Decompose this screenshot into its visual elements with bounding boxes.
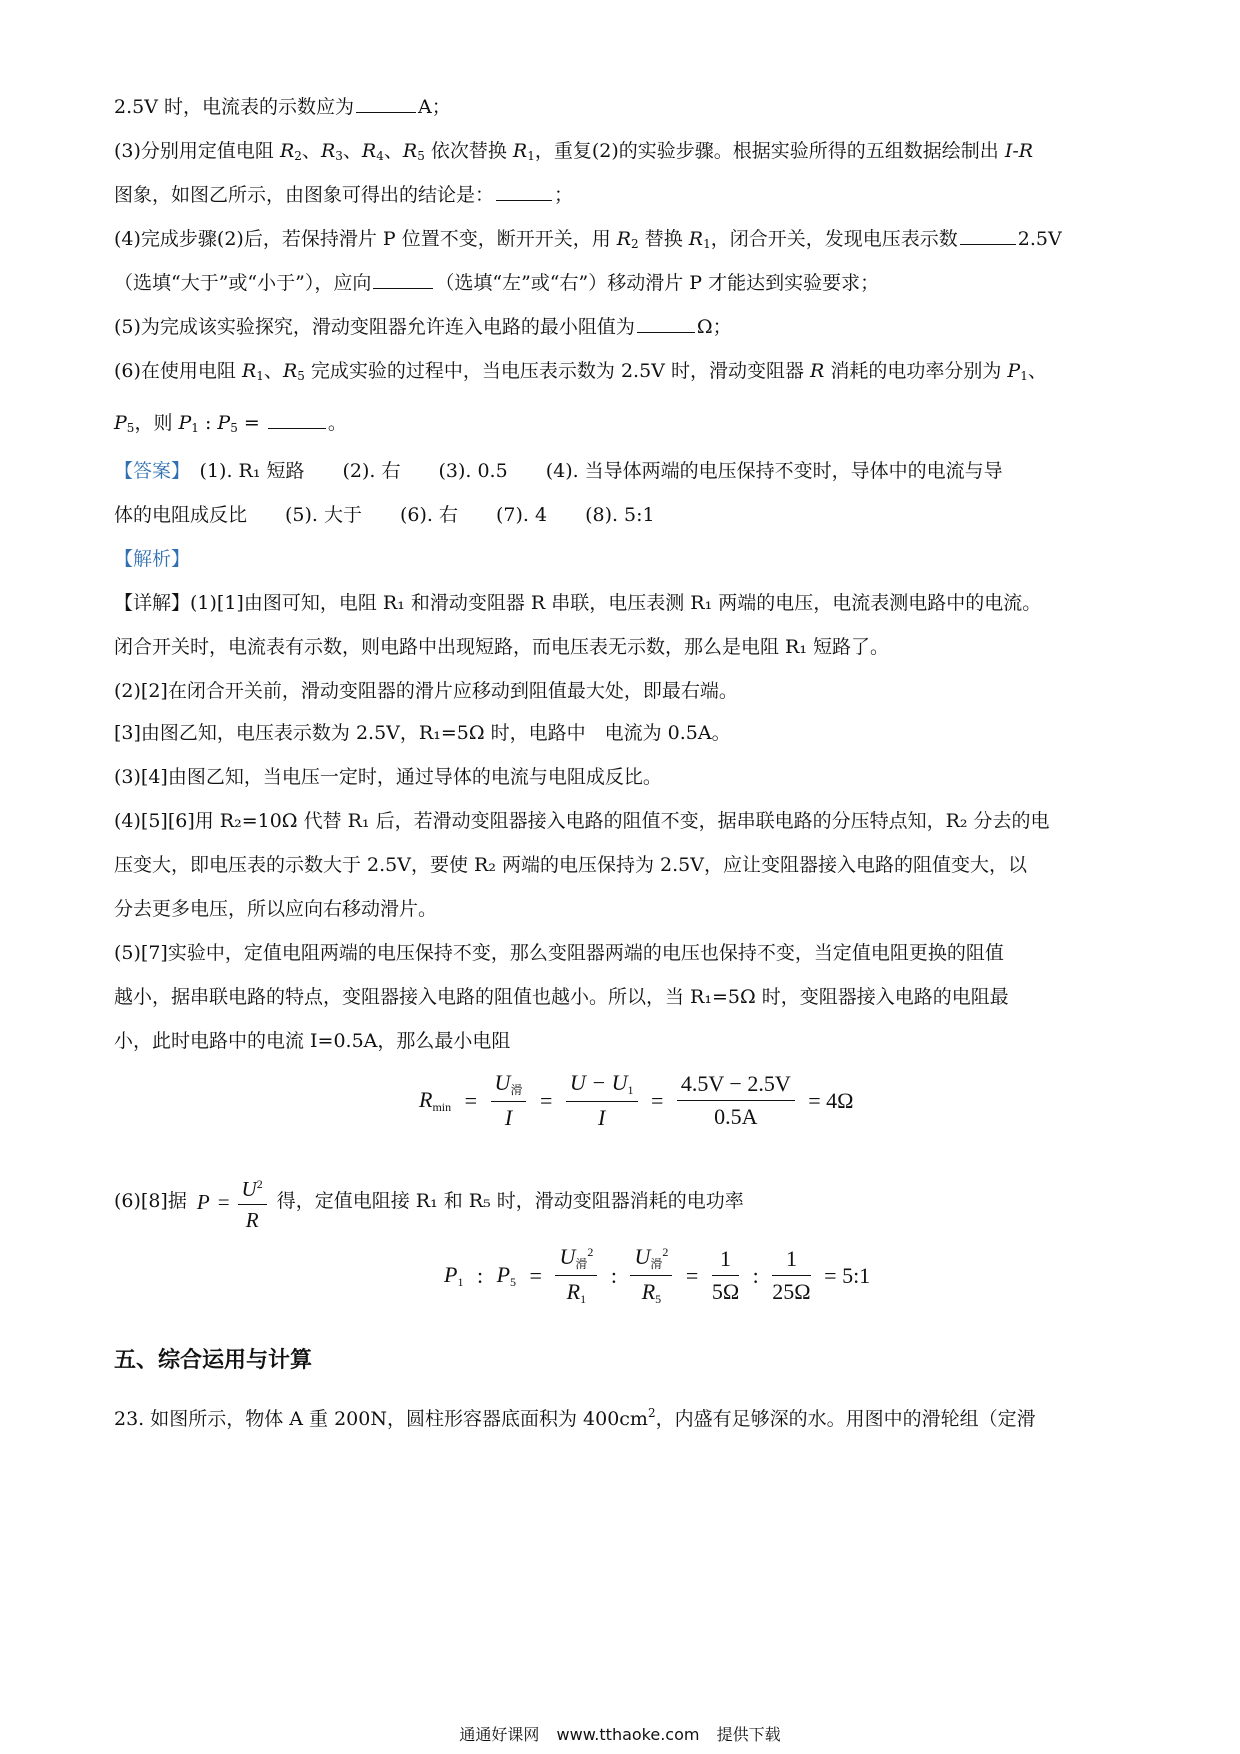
footer-note: 提供下载	[716, 1725, 781, 1744]
formula-rmin: Rmin = $\frac{\text{U滑}}{I}$ = $\frac{U - U1}{I}$ = $\frac{4.5V - 2.5V}{0.5A}$ = 4Ω	[419, 1070, 854, 1130]
answer-line-1: 【答案】 (1). R₁ 短路 (2). 右 (3). 0.5 (4). 当导体两端的电压保持不变时，导体中的电流与导	[114, 460, 1003, 482]
analysis-line-6: (4)[5][6]用 R₂=10Ω 代替 R₁ 后，若滑动变阻器接入电路的阻值不变，据串联电路的分压特点知，R₂ 分去的电	[114, 810, 1050, 832]
answer-tag: 【答案】	[114, 460, 181, 482]
analysis-line-9: (5)[7]实验中，定值电阻两端的电压保持不变，那么变阻器两端的电压也保持不变，当定值电阻更换的阻值	[114, 942, 1004, 964]
q22-line-1: 2.5V 时，电流表的示数应为 A；	[114, 92, 1128, 122]
q22-line-7: (6)在使用电阻 $R_1$、$R_5$ 完成实验的过程中，当电压表示数为 2.5V 时，滑动变阻器 R 消耗的电功率分别为 $P_1$、	[114, 360, 1047, 383]
analysis-line-8: 分去更多电压，所以应向右移动滑片。	[114, 898, 438, 920]
analysis-tag-line	[114, 544, 1128, 574]
q22-line-5: （选填“大于”或“小于”），应向 （选填“左”或“右”）移动滑片 P 才能达到实验要求；	[114, 268, 1128, 298]
page-footer	[0, 1722, 1240, 1745]
q22-line-4: (4)完成步骤(2)后，若保持滑片 P 位置不变，断开开关，用 $R_2$ 替换 $R_1$，闭合开关，发现电压表示数 2.5V	[114, 224, 1128, 259]
answer-blank[interactable]	[373, 268, 433, 289]
answer-blank[interactable]	[496, 180, 552, 201]
analysis-line-12: (6)[8]据 P = $\frac{U^2}{R}$ 得，定值电阻接 R₁ 和 R₅ 时，滑动变阻器消耗的电功率	[114, 1172, 1128, 1232]
q22-line-8: $P_5$，则 $P_1$ : $P_5$ = 。	[114, 408, 1128, 443]
analysis-line-4: [3]由图乙知，电压表示数为 2.5V，R₁=5Ω 时，电路中 电流为 0.5A。	[114, 722, 731, 744]
analysis-line-11: 小，此时电路中的电流 I=0.5A，那么最小电阻	[114, 1030, 511, 1052]
q22-line-3: 图象，如图乙所示，由图象可得出的结论是： ；	[114, 180, 1128, 210]
analysis-line-10: 越小，据串联电路的特点，变阻器接入电路的阻值也越小。所以，当 R₁=5Ω 时，变阻器接入电路的电阻最	[114, 986, 1009, 1008]
analysis-tag: 【解析】	[114, 548, 191, 570]
analysis-line-5: (3)[4]由图乙知，当电压一定时，通过导体的电流与电阻成反比。	[114, 766, 662, 788]
formula-power: P = $\frac{U^2}{R}$	[193, 1172, 271, 1232]
section-title: 五、综合运用与计算	[114, 1348, 313, 1373]
footer-url[interactable]: www.tthaoke.com	[556, 1725, 700, 1744]
q22-line-6: (5)为完成该实验探究，滑动变阻器允许连入电路的最小阻值为 Ω；	[114, 312, 1128, 342]
analysis-line-1: 【详解】(1)[1]由图可知，电阻 R₁ 和滑动变阻器 R 串联，电压表测 R₁ 两端的电压，电流表测电路中的电流。	[114, 592, 1042, 614]
analysis-line-2: 闭合开关时，电流表有示数，则电路中出现短路，而电压表无示数，那么是电阻 R₁ 短路了。	[114, 636, 890, 658]
footer-site: 通通好课网	[459, 1725, 540, 1744]
detail-tag: 【详解】	[114, 592, 191, 614]
formula-ratio: P1 : P5 = $\frac{U滑^2}{R1}$ : $\frac{U滑^2}{R5}$ = $\frac{1}{5\Omega}$ : $\frac{1}{25\Omega}$ = 5:1	[444, 1244, 871, 1306]
answer-line-2: 体的电阻成反比 (5). 大于 (6). 右 (7). 4 (8). 5:1	[114, 504, 655, 526]
answer-blank[interactable]	[356, 92, 416, 113]
answer-blank[interactable]	[637, 312, 695, 333]
q23-line-1: 23. 如图所示，物体 A 重 200N，圆柱形容器底面积为 $400cm^2$，内盛有足够深的水。用图中的滑轮组（定滑	[114, 1406, 1036, 1430]
answer-blank[interactable]	[268, 408, 326, 429]
analysis-line-7: 压变大，即电压表的示数大于 2.5V，要使 R₂ 两端的电压保持为 2.5V，应让变阻器接入电路的阻值变大，以	[114, 854, 1027, 876]
analysis-line-3: (2)[2]在闭合开关前，滑动变阻器的滑片应移动到阻值最大处，即最右端。	[114, 680, 738, 702]
q22-line-2: (3)分别用定值电阻 $R_2$、$R_3$、$R_4$、$R_5$ 依次替换 $R_1$，重复(2)的实验步骤。根据实验所得的五组数据绘制出 I-R	[114, 140, 1034, 163]
answer-blank[interactable]	[960, 224, 1016, 245]
